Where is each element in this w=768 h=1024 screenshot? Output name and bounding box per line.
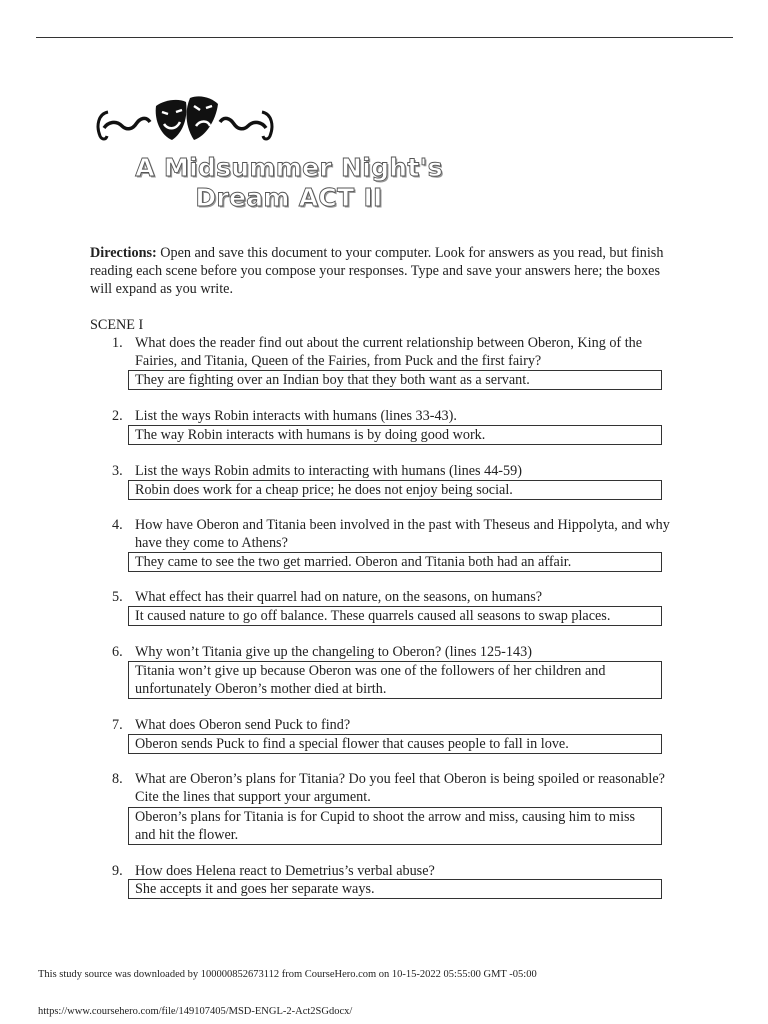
answer-box[interactable]: The way Robin interacts with humans is by doing good work. xyxy=(128,425,662,445)
question-text: Why won’t Titania give up the changeling to Oberon? (lines 125-143) xyxy=(135,644,532,660)
download-notice: This study source was downloaded by 100000852673112 from CourseHero.com on 10-15-2022 05:55:00 GMT -05:00 xyxy=(38,969,537,980)
question-number: 7. xyxy=(112,717,123,733)
question-text: What effect has their quarrel had on nature, on the seasons, on humans? xyxy=(135,589,543,605)
question-number: 4. xyxy=(112,517,123,533)
scene-heading: SCENE I xyxy=(90,317,144,333)
directions-text: Open and save this document to your computer. Look for answers as you read, but finish reading each scene before you compose your responses. Type and save your answers here; the boxes will expand as you write. xyxy=(90,245,664,297)
answer-box[interactable]: It caused nature to go off balance. These quarrels caused all seasons to swap places. xyxy=(128,606,662,626)
theater-masks-logo xyxy=(94,92,276,148)
question-number: 8. xyxy=(112,771,123,787)
question-number: 5. xyxy=(112,589,123,605)
title-line-1: A Midsummer Night's xyxy=(135,153,443,182)
directions-label: Directions: xyxy=(90,245,157,261)
answer-box[interactable]: They came to see the two get married. Oberon and Titania both had an affair. xyxy=(128,552,662,572)
question-text: How does Helena react to Demetrius’s verbal abuse? xyxy=(135,863,435,879)
answer-box[interactable]: Oberon’s plans for Titania is for Cupid to shoot the arrow and miss, causing him to miss and hit the flower. xyxy=(128,807,662,845)
question-number: 9. xyxy=(112,863,123,879)
question-text: What does Oberon send Puck to find? xyxy=(135,717,351,733)
question-number: 1. xyxy=(112,335,123,351)
question-number: 2. xyxy=(112,408,123,424)
question-text: How have Oberon and Titania been involved in the past with Theseus and Hippolyta, and why have they come to Athens? xyxy=(135,517,670,551)
question-text: What are Oberon’s plans for Titania? Do you feel that Oberon is being spoiled or reasonable? Cite the lines that support your argument. xyxy=(135,771,665,805)
answer-box[interactable]: Robin does work for a cheap price; he does not enjoy being social. xyxy=(128,480,662,500)
document-title xyxy=(105,153,473,213)
answer-box[interactable]: Oberon sends Puck to find a special flower that causes people to fall in love. xyxy=(128,734,662,754)
question-text: What does the reader find out about the current relationship between Oberon, King of the Fairies, and Titania, Queen of the Fairies, from Puck and the first fairy? xyxy=(135,335,643,369)
question-number: 6. xyxy=(112,644,123,660)
question-text: List the ways Robin admits to interacting with humans (lines 44-59) xyxy=(135,463,522,479)
top-divider xyxy=(36,37,733,38)
answer-box[interactable]: She accepts it and goes her separate ways. xyxy=(128,879,662,899)
answer-box[interactable]: Titania won’t give up because Oberon was one of the followers of her children and unfortunately Oberon’s mother died at birth. xyxy=(128,661,662,699)
source-url[interactable]: https://www.coursehero.com/file/149107405/MSD-ENGL-2-Act2SGdocx/ xyxy=(38,1006,353,1017)
title-line-2: Dream ACT II xyxy=(195,183,383,212)
directions-paragraph xyxy=(90,244,680,298)
question-number: 3. xyxy=(112,463,123,479)
question-text: List the ways Robin interacts with humans (lines 33-43). xyxy=(135,408,457,424)
answer-box[interactable]: They are fighting over an Indian boy that they both want as a servant. xyxy=(128,370,662,390)
